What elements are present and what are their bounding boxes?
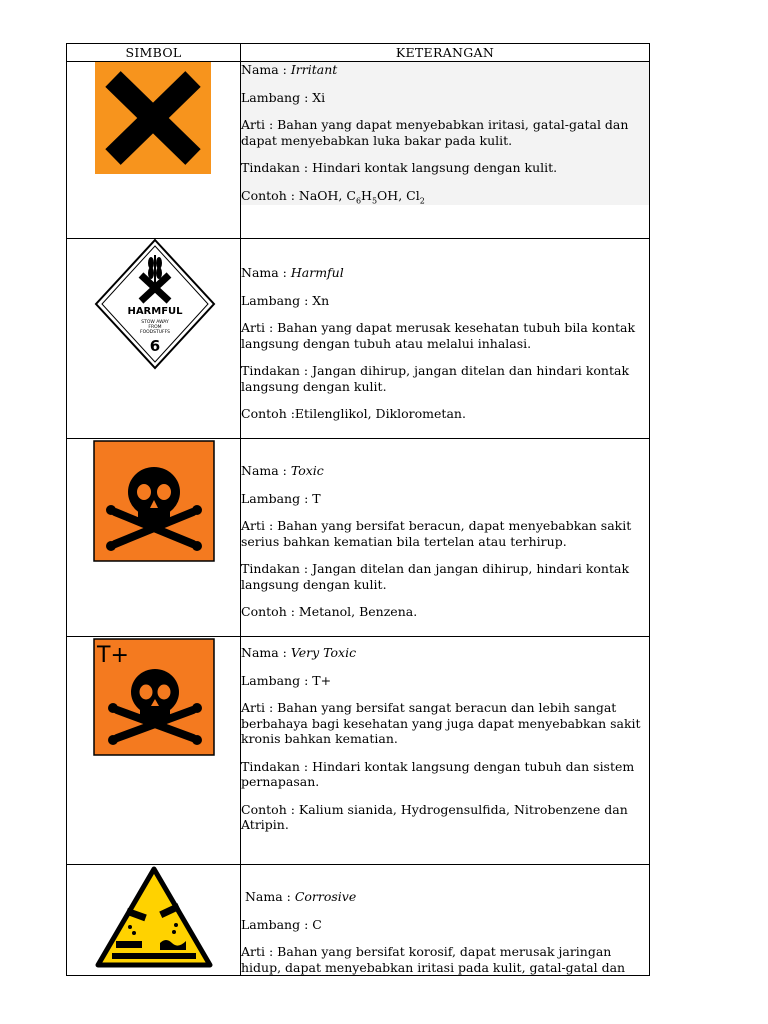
description-cell <box>241 62 650 239</box>
hazard-class-number: 6 <box>149 337 161 355</box>
example-subscript: 5 <box>371 196 378 205</box>
header-description: KETERANGAN <box>241 44 650 62</box>
action-line: Tindakan : Jangan ditelan dan jangan dihirup, hindari kontak langsung dengan kulit. <box>241 561 630 592</box>
example-line: Contoh :Etilenglikol, Diklorometan. <box>241 406 466 421</box>
meaning-line: Arti : Bahan yang dapat merusak kesehatan tubuh bila kontak langsung dengan tubuh atau melalui inhalasi. <box>241 320 636 351</box>
name-label: Nama : <box>241 265 291 280</box>
symbol-name: Irritant <box>290 62 338 77</box>
symbol-cell <box>67 239 241 439</box>
table-row <box>67 865 650 976</box>
code-line: Lambang : Xn <box>241 292 330 308</box>
meaning-line: Arti : Bahan yang bersifat sangat beracun dan lebih sangat berbahaya bagi kesehatan yang juga dapat menyebabkan sakit kronis bahkan kematian. <box>241 700 641 746</box>
symbol-name: Very Toxic <box>290 645 357 660</box>
hazard-symbol-table <box>66 43 650 976</box>
irritant-x-icon <box>95 62 211 174</box>
harmful-label: HARMFUL <box>127 306 183 317</box>
very-toxic-skull-icon <box>93 638 215 756</box>
name-line <box>241 645 649 661</box>
description-cell <box>241 439 650 637</box>
example-subscript: 6 <box>355 196 362 205</box>
harmful-diamond-icon <box>93 237 217 371</box>
code-line: Lambang : C <box>241 916 322 932</box>
name-line <box>241 265 649 281</box>
action-line: Tindakan : Jangan dihirup, jangan ditelan dan hindari kontak langsung dengan kulit. <box>241 363 630 394</box>
name-label: Nama : <box>241 463 291 478</box>
meaning-line: Arti : Bahan yang bersifat korosif, dapat merusak jaringan hidup, dapat menyebabkan iritasi pada kulit, gatal-gatal dan <box>241 944 626 975</box>
example-line: Contoh : Metanol, Benzena. <box>241 604 418 619</box>
name-line <box>241 463 649 479</box>
symbol-cell <box>67 865 241 976</box>
example-text: H <box>361 187 372 203</box>
symbol-cell <box>67 439 241 637</box>
meaning-line: Arti : Bahan yang dapat menyebabkan iritasi, gatal-gatal dan dapat menyebabkan luka bakar pada kulit. <box>241 117 629 148</box>
table-row <box>67 439 650 637</box>
code-line: Lambang : T <box>241 490 321 506</box>
name-line <box>241 889 649 905</box>
example-subscript: 2 <box>419 196 425 205</box>
stow-line3: FOODSTUFFS <box>140 330 170 335</box>
name-line <box>241 62 649 78</box>
header-symbol: SIMBOL <box>67 44 241 62</box>
symbol-cell <box>67 62 241 239</box>
example-text: OH, Cl <box>377 187 420 203</box>
stow-line2: FROM <box>148 325 162 330</box>
action-line: Tindakan : Hindari kontak langsung dengan tubuh dan sistem pernapasan. <box>241 758 635 789</box>
code-line: Lambang : Xi <box>241 89 326 105</box>
description-cell <box>241 239 650 439</box>
table-row <box>67 637 650 865</box>
toxic-skull-icon <box>93 440 215 562</box>
example-line <box>241 188 649 206</box>
table-row <box>67 239 650 439</box>
symbol-name: Corrosive <box>294 889 357 904</box>
meaning-line: Arti : Bahan yang bersifat beracun, dapat menyebabkan sakit serius bahkan kematian bila tertelan atau terhirup. <box>241 518 632 549</box>
stow-line1: STOW AWAY <box>141 320 169 325</box>
description-cell <box>241 865 650 976</box>
table-row <box>67 62 650 239</box>
name-label: Nama : <box>241 645 291 660</box>
description-cell <box>241 637 650 865</box>
code-line: Lambang : T+ <box>241 672 332 688</box>
symbol-name: Toxic <box>290 463 324 478</box>
symbol-name: Harmful <box>290 265 344 280</box>
example-line: Contoh : Kalium sianida, Hydrogensulfida, Nitrobenzene dan Atripin. <box>241 801 628 832</box>
name-label: Nama : <box>241 62 291 77</box>
table-header-row <box>67 44 650 62</box>
t-plus-label: T+ <box>97 643 129 668</box>
action-line: Tindakan : Hindari kontak langsung dengan kulit. <box>241 160 558 175</box>
description-block <box>241 62 649 205</box>
example-text: Contoh : NaOH, C <box>241 187 356 203</box>
name-label: Nama : <box>241 889 295 904</box>
corrosive-triangle-icon <box>94 865 214 969</box>
symbol-cell <box>67 637 241 865</box>
